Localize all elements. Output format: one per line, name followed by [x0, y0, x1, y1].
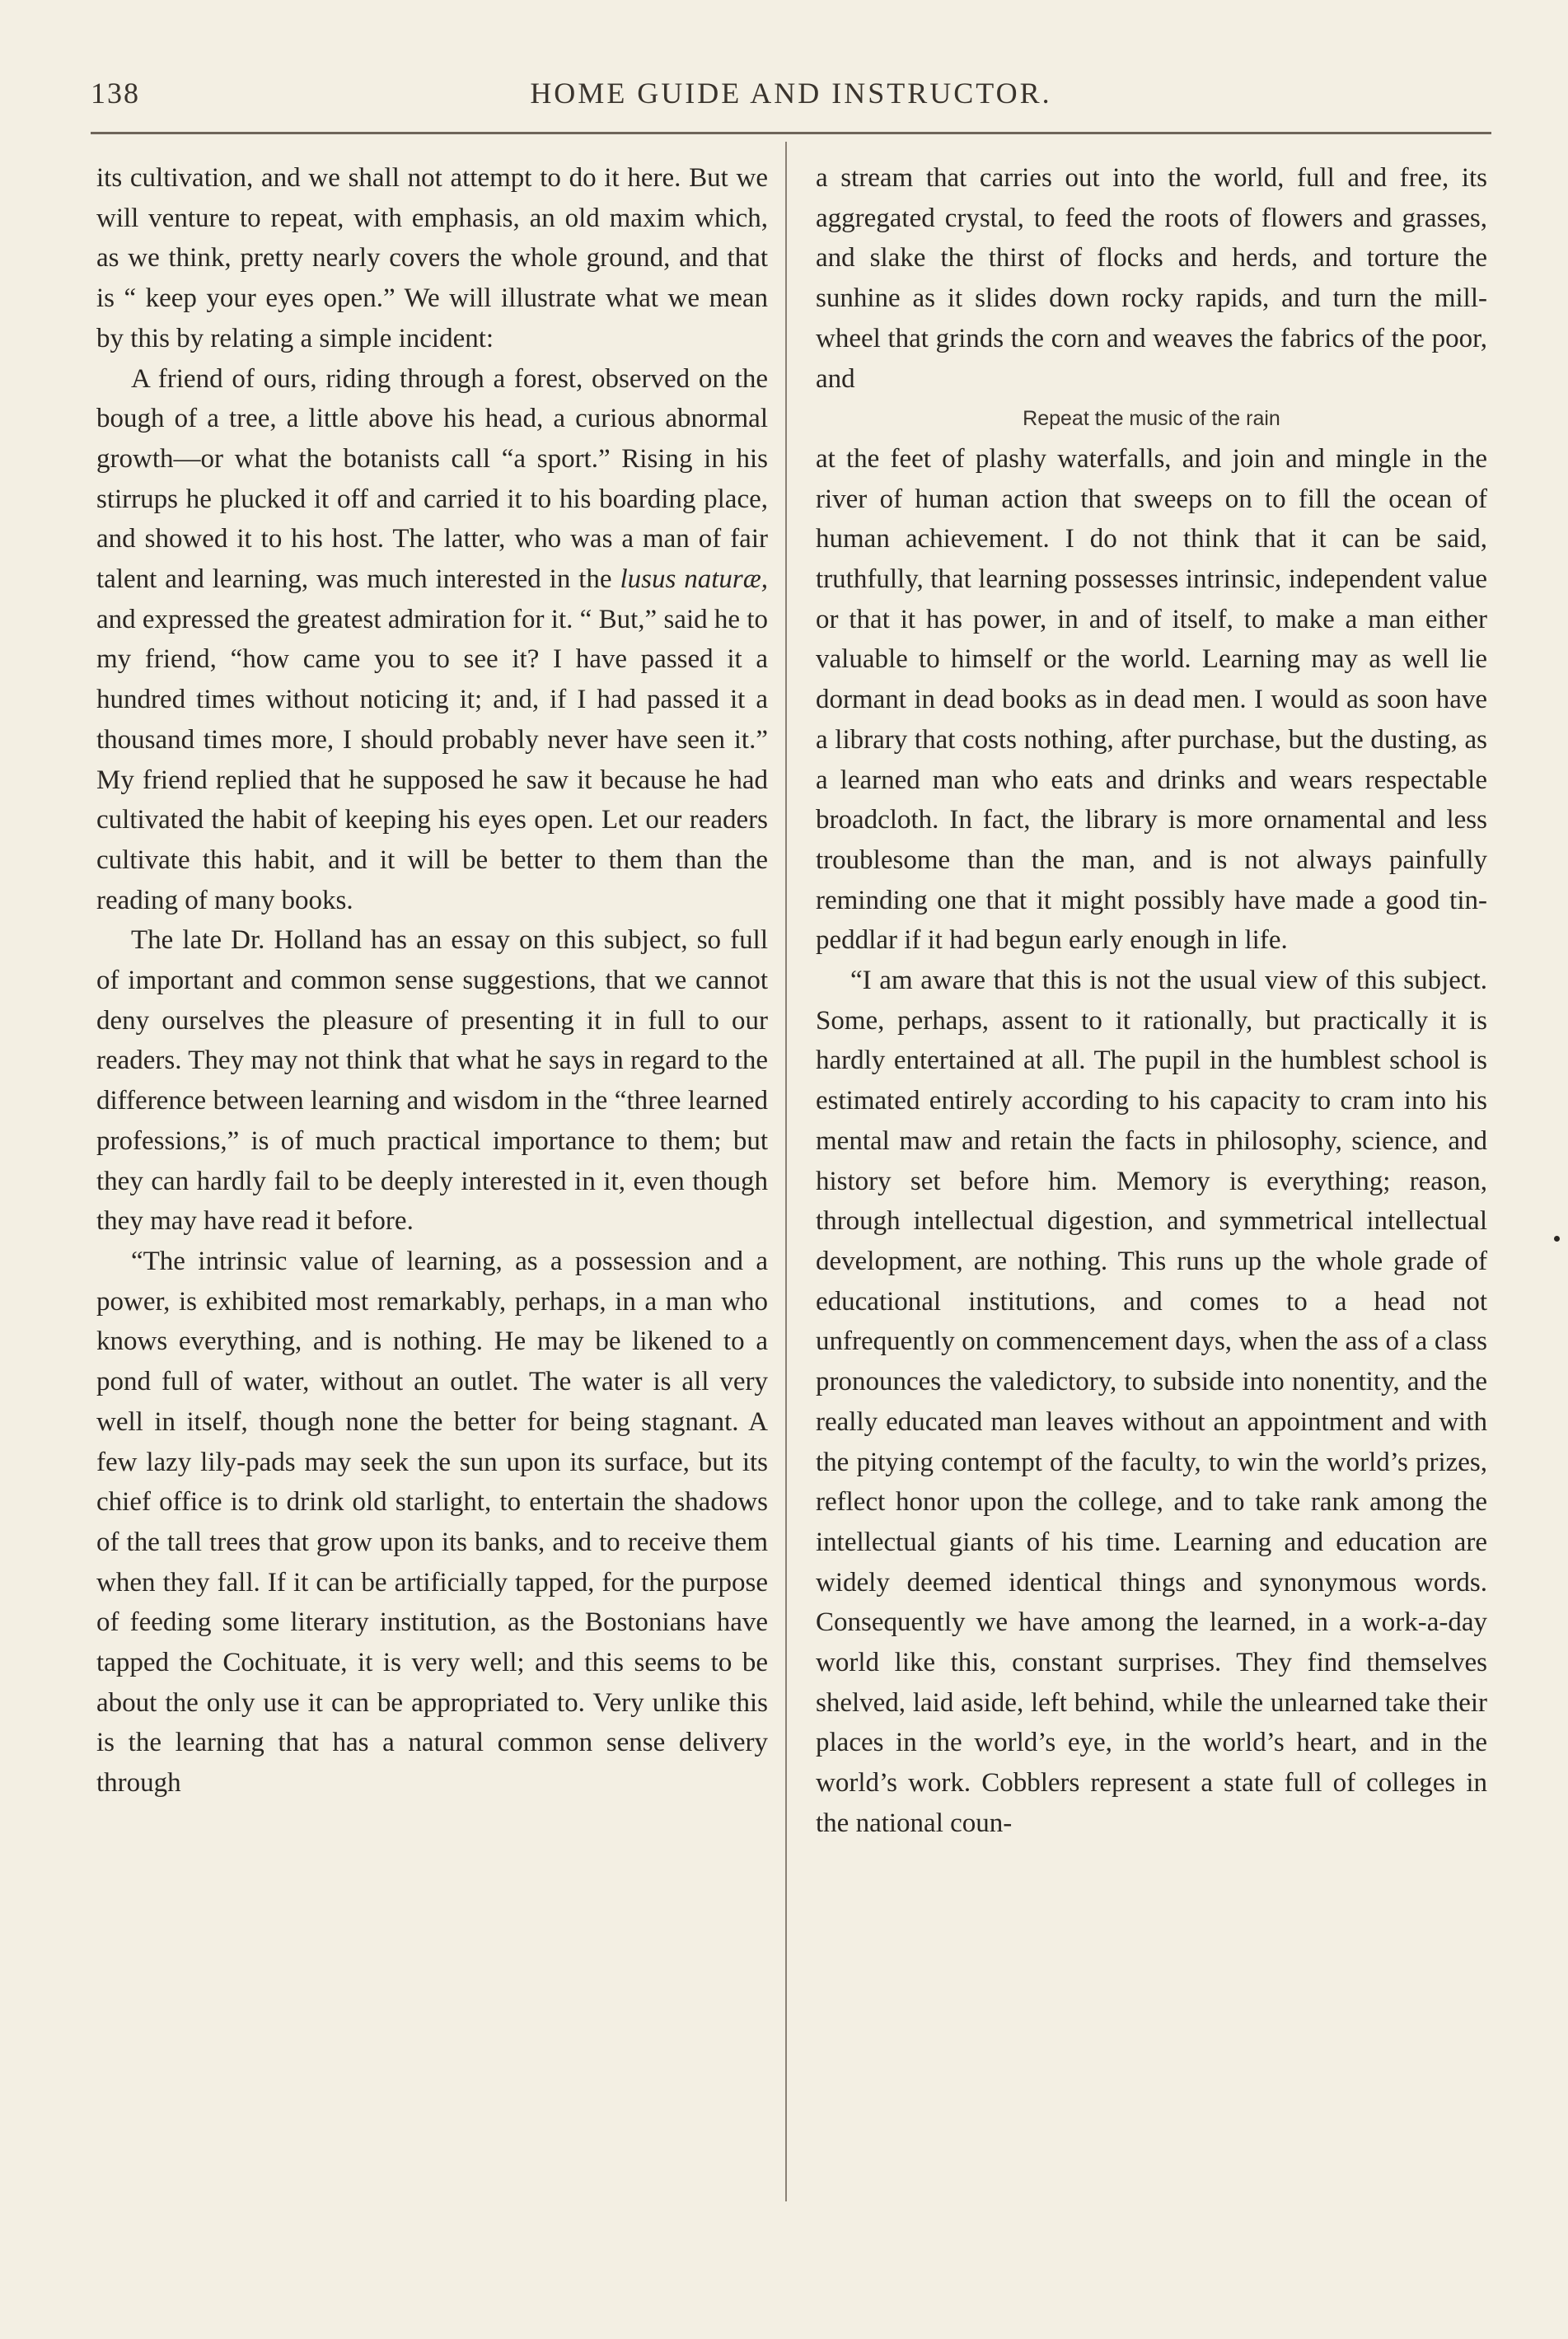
left-paragraph-4: “The intrinsic value of learning, as a possession and a power, is exhibited most remarkably, perhaps, in a man who knows everything, and is nothing. He may be likened to a pond full of water, without an outlet. The water is all very well in itself, though none the better for being stagnant. A few lazy lily-pads may seek the sun upon its surface, but its chief office is to drink old starlight, to entertain the shadows of the tall trees that grow upon its banks, and to receive them when they fall. If it can be artificially tapped, for the purpose of feeding some literary institution, as the Bostonians have tapped the Cochituate, it is very well; and this seems to be about the only use it can be appropriated to. Very unlike this is the learning that has a natural common sense delivery through — [96, 1246, 768, 1799]
right-paragraph-1: a stream that carries out into the world, full and free, its aggregated crystal, to feed the roots of flowers and grasses, and slake the thirst of flocks and herds, and torture the sunhine as it slides down rocky rapids, and turn the mill-wheel that grinds the corn and weaves the fabrics of the poor, and — [816, 163, 1487, 394]
running-title: HOME GUIDE AND INSTRUCTOR. — [530, 77, 1052, 110]
left-paragraph-2 — [96, 359, 768, 921]
poem-quote: Repeat the music of the rain — [1023, 407, 1280, 431]
header-rule — [91, 132, 1491, 134]
latin-phrase: lusus naturæ, — [620, 564, 768, 595]
right-column — [816, 158, 1487, 1844]
left-column — [96, 158, 768, 1803]
left-paragraph-3: The late Dr. Holland has an essay on this subject, so full of important and common sense suggestions, that we cannot deny ourselves the pleasure of presenting it in full to our readers. They may not think that what he says in regard to the difference between learning and wisdom in the “three learned professions,” is of much practical importance to them; but they can hardly fail to be deeply interested in it, even though they may have read it before. — [96, 925, 768, 1237]
left-paragraph-1: its cultivation, and we shall not attempt to do it here. But we will venture to repeat, with emphasis, an old maxim which, as we think, pretty nearly covers the whole ground, and that is “ keep your eyes open.” We will illustrate what we mean by this by relating a simple incident: — [96, 163, 768, 353]
right-paragraph-2: at the feet of plashy waterfalls, and join and mingle in the river of human action that sweeps on to fill the ocean of human achievement. I do not think that it can be said, truthfully, that learning possesses intrinsic, independent value or that it has power, in and of itself, to make a man either valuable to himself or the world. Learning may as well lie dormant in dead books as in dead men. I would as soon have a library that costs nothing, after purchase, but the dusting, as a learned man who eats and drinks and wears respectable broadcloth. In fact, the library is more ornamental and less troublesome than the man, and is not always painfully reminding one that it might possibly have made a good tin-peddlar if it had begun early enough in life. — [816, 443, 1487, 956]
left-paragraph-2-part-b: and expressed the greatest admiration for it. “ But,” said he to my friend, “how came you to see it? I have passed it a hundred times without noticing it; and, if I had passed it a thousand times more, I should probably never have seen it.” My friend replied that he supposed he saw it because he had cultivated the habit of keeping his eyes open. Let our readers cultivate this habit, and it will be better to them than the reading of many books. — [96, 604, 768, 915]
column-divider — [785, 142, 787, 2201]
ink-speck — [1554, 1236, 1560, 1242]
page-header — [91, 76, 1491, 117]
right-paragraph-3: “I am aware that this is not the usual view of this subject. Some, perhaps, assent to it rationally, but practically it is hardly entertained at all. The pupil in the humblest school is estimated entirely according to his capacity to cram into his mental maw and retain the facts in philosophy, science, and history set before him. Memory is everything; reason, through intellectual digestion, and symmetrical intellectual development, are nothing. This runs up the whole grade of educational institutions, and comes to a head not unfrequently on commencement days, when the ass of a class pronounces the valedictory, to subside into nonentity, and the really educated man leaves without an appointment and with the pitying contempt of the faculty, to win the world’s prizes, reflect honor upon the college, and to take rank among the intellectual giants of his time. Learning and education are widely deemed identical things and synonymous words. Consequently we have among the learned, in a work-a-day world like this, constant surprises. They find themselves shelved, laid aside, left behind, while the unlearned take their places in the world’s eye, in the world’s heart, and in the world’s work. Cobblers represent a state full of colleges in the national coun- — [816, 966, 1487, 1838]
page-number: 138 — [91, 77, 140, 110]
left-paragraph-2-part-a: A friend of ours, riding through a forest, observed on the bough of a tree, a little above his head, a curious abnormal growth—or what the botanists call “a sport.” Rising in his stirrups he plucked it off and carried it to his boarding place, and showed it to his host. The latter, who was a man of fair talent and learning, was much interested in the — [96, 363, 768, 595]
